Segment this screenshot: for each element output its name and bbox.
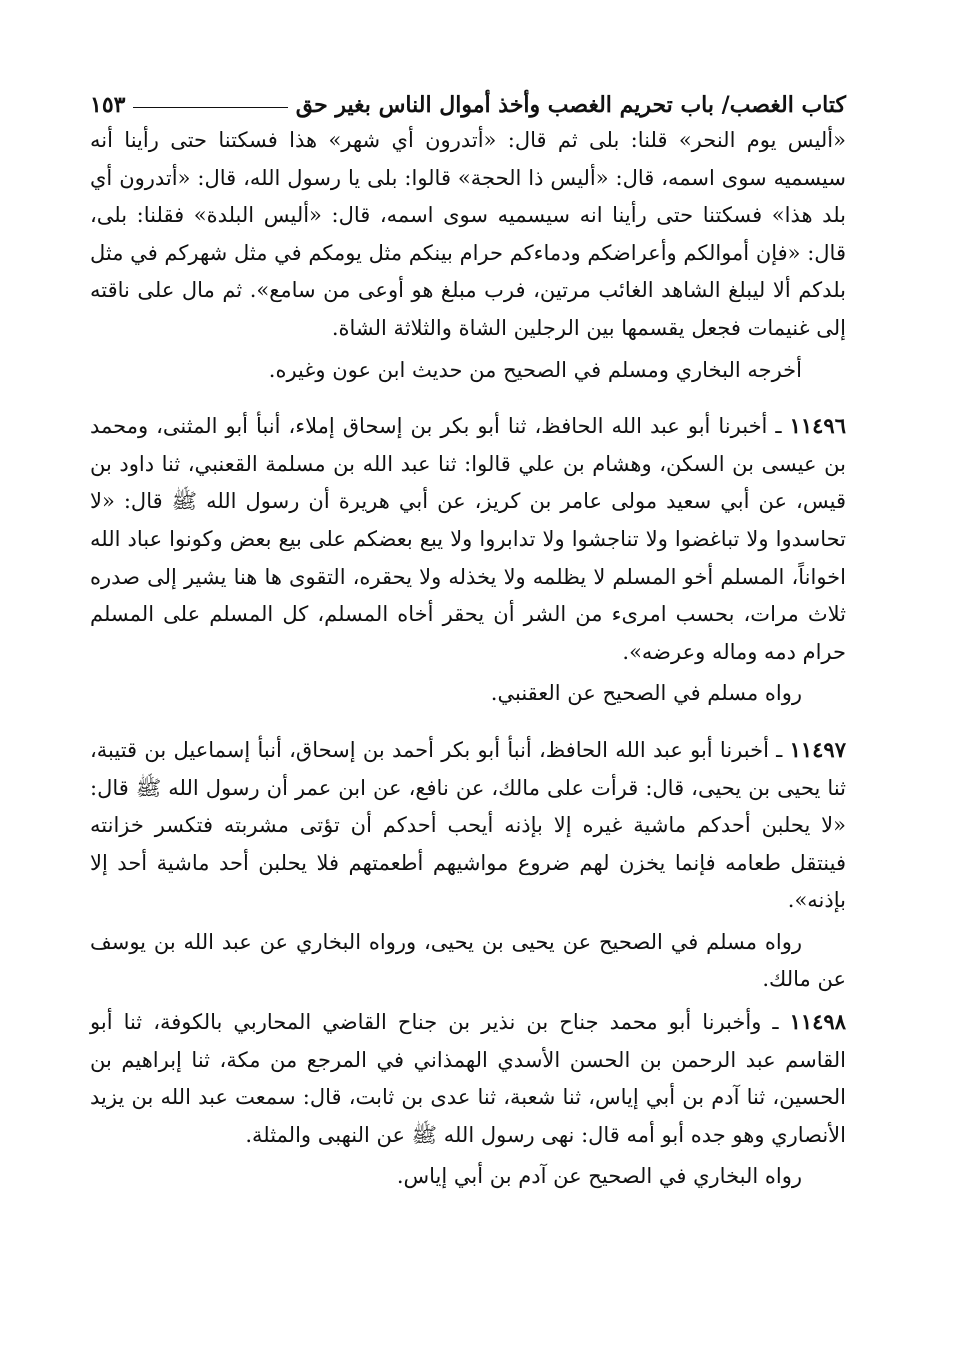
source-note: أخرجه البخاري ومسلم في الصحيح من حديث ابن عون وغيره. (268, 357, 802, 382)
hadith-number: ١١٤٩٧ (789, 736, 846, 762)
source-note: رواه البخاري في الصحيح عن آدم بن أبي إياس. (396, 1164, 802, 1189)
hadith-number: ١١٤٩٨ (789, 1009, 846, 1035)
header-rule (133, 107, 287, 108)
page-body (90, 122, 846, 1196)
chapter-title: كتاب الغصب/ باب تحريم الغصب وأخذ أموال الناس بغير حق (295, 92, 846, 118)
running-header (90, 78, 846, 118)
hadith-continuation-paragraph: «أليس يوم النحر» قلنا: بلى ثم قال: «أتدرون أي شهر» هذا فسكتنا حتى رأينا أنه سيسميه سوى اسمه، قال: «أليس ذا الحجة» قالوا: بلى يا رسول الله، قال: «أتدرون أي بلد هذا» فسكتنا حتى رأينا انه سيسميه سوى اسمه، قال: «أليس البلدة» فقلنا: بلى، قال: «فإن أموالكم وأعراضكم ودماءكم حرام بينكم مثل يومكم في مثل شهركم في مثل بلدكم ألا ليبلغ الشاهد الغائب مرتين، فرب مبلغ هو أوعى من سامع». ثم مال على ناقته إلى غنيمات فجعل يقسمها بين الرجلين الشاة والثلاثة الشاة. (90, 128, 846, 340)
hadith-text: ـ وأخبرنا أبو محمد جناح بن نذير بن جناح القاضي المحاربي بالكوفة، ثنا أبو القاسم عبد الرحمن بن الحسن الأسدي الهمذاني في المرجع من مكة، ثنا إبراهيم بن الحسين، ثنا آدم بن أبي إياس، ثنا شعبة، ثنا عدى بن ثابت، قال: سمعت عبد الله بن يزيد الأنصاري وهو جده أبو أمه قال: نهى رسول الله ﷺ عن النهبى والمثلة. (90, 1010, 846, 1147)
hadith-text: ـ أخبرنا أبو عبد الله الحافظ، أنبأ أبو بكر أحمد بن إسحاق، أنبأ إسماعيل بن قتيبة، ثنا يحيى بن يحيى، قال: قرأت على مالك، عن نافع، عن ابن عمر أن رسول الله ﷺ قال: «لا يحلبن أحدكم ماشية غيره إلا بإذنه أيحب أحدكم أن تؤتى مشربته فتكسر خزانته فينتقل طعامه فإنما يخزن لهم ضروع مواشيهم أطعمتهم فلا يحلبن أحد ماشية أحد إلا بإذنه». (90, 737, 846, 913)
source-note: رواه مسلم في الصحيح عن العقنبي. (490, 681, 802, 706)
page-number: ١٥٣ (90, 92, 126, 118)
hadith-paragraph (90, 731, 846, 920)
hadith-paragraph (90, 1003, 846, 1154)
hadith-number: ١١٤٩٦ (789, 413, 846, 439)
source-note: رواه مسلم في الصحيح عن يحيى بن يحيى، ورواه البخاري عن عبد الله بن يوسف عن مالك. (90, 929, 846, 992)
book-page (90, 78, 846, 1196)
hadith-text: ـ أخبرنا أبو عبد الله الحافظ، ثنا أبو بكر بن إسحاق إملاء، أنبأ أبو المثنى، ومحمد بن عيسى بن السكن، وهشام بن علي قالوا: ثنا عبد الله بن مسلمة القعنبي، ثنا داود بن قيس، عن أبي سعيد مولى عامر بن كريز، عن أبي هريرة أن رسول الله ﷺ قال: «لا تحاسدوا ولا تباغضوا ولا تناجشوا ولا تدابروا ولا يبع بعضكم على بيع بعض وكونوا عباد الله اخواناً، المسلم أخو المسلم لا يظلمه ولا يخذله ولا يحقره، التقوى ها هنا يشير إلى صدره ثلاث مرات، بحسب امرىء من الشر أن يحقر أخاه المسلم، كل المسلم على المسلم حرام دمه وماله وعرضه». (90, 414, 846, 664)
hadith-paragraph (90, 407, 846, 671)
